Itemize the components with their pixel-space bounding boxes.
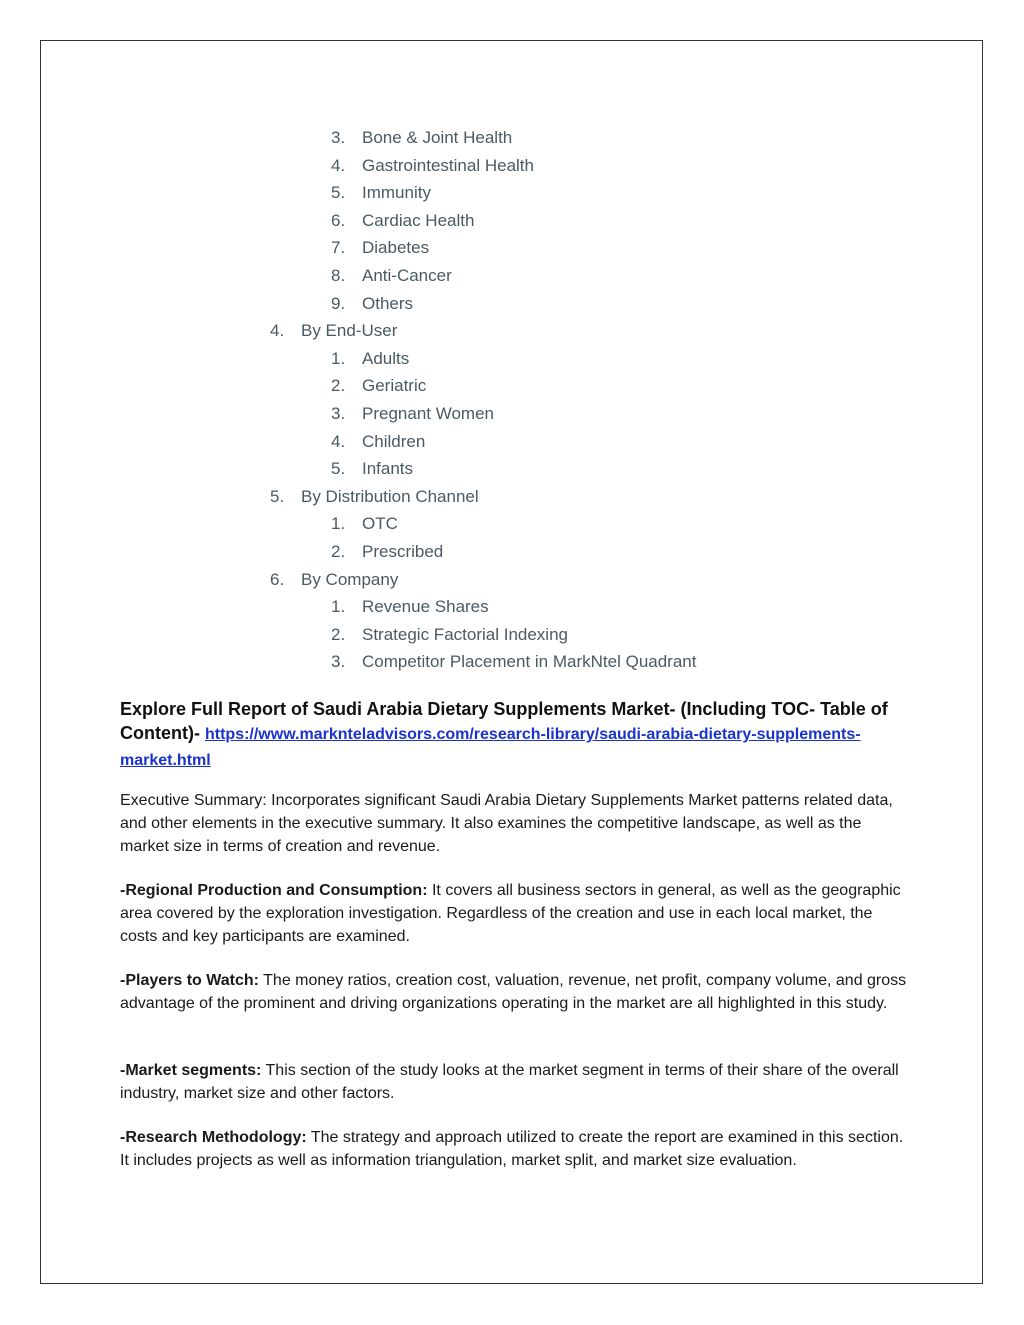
- toc-item-label: Bone & Joint Health: [362, 128, 513, 147]
- toc-item-number: 3.: [331, 652, 346, 672]
- toc-item: [331, 208, 474, 234]
- toc-item-label: Pregnant Women: [362, 404, 494, 423]
- toc-item-number: 8.: [331, 266, 346, 285]
- toc-item: [331, 539, 443, 565]
- toc-item: [331, 649, 696, 675]
- toc-item: [331, 511, 398, 537]
- toc-item-number: 2.: [331, 542, 346, 561]
- toc-item: [331, 153, 534, 179]
- players-section: [120, 969, 910, 1015]
- toc-item-number: 4.: [331, 155, 346, 175]
- toc-item-number: 2.: [331, 624, 346, 644]
- toc-item: [270, 484, 479, 510]
- toc-item: [331, 180, 431, 206]
- toc-item-number: 4.: [270, 321, 285, 341]
- toc-item-label: Anti-Cancer: [362, 266, 452, 285]
- toc-item-label: Cardiac Health: [362, 210, 475, 230]
- toc-item: [331, 456, 413, 482]
- toc-item-label: Infants: [362, 459, 414, 479]
- report-link[interactable]: https://www.marknteladvisors.com/research-library/saudi-arabia-dietary-supplements-market.html: [120, 726, 861, 769]
- toc-item-label: Strategic Factorial Indexing: [362, 624, 568, 644]
- toc-item: [331, 125, 512, 151]
- section-text: Executive Summary: Incorporates significant Saudi Arabia Dietary Supplements Market patterns related data, and other elements in the executive summary. It also examines the competitive landscape, as well as the market size in terms of creation and revenue.: [120, 792, 893, 855]
- toc-item: [270, 567, 398, 593]
- toc-item-label: By Company: [301, 569, 399, 589]
- toc-item-label: Adults: [362, 348, 410, 368]
- section-title: -Regional Production and Consumption:: [120, 882, 428, 899]
- research-methodology-section: [120, 1126, 910, 1172]
- toc-item-number: 1.: [331, 597, 346, 617]
- toc-item-number: 4.: [331, 431, 346, 451]
- section-text: The strategy and approach utilized to create the report are examined in this section. It includes projects as well as information triangulation, market split, and market size evaluation.: [120, 1129, 904, 1169]
- toc-item: [331, 235, 429, 261]
- section-title: -Research Methodology:: [120, 1129, 307, 1146]
- toc-item-label: Geriatric: [362, 376, 427, 396]
- toc-item-number: 3.: [331, 128, 346, 147]
- toc-item-label: Others: [362, 293, 414, 313]
- toc-item-label: OTC: [362, 514, 398, 534]
- regional-production-section: [120, 879, 910, 948]
- toc-item-number: 7.: [331, 238, 346, 258]
- toc-item-label: Diabetes: [362, 238, 430, 258]
- section-text: It covers all business sectors in general, as well as the geographic area covered by the exploration investigation. Regardless of the creation and use in each local market, the costs and key participants are examined.: [120, 882, 901, 945]
- toc-item: [331, 291, 413, 317]
- toc-item: [270, 318, 397, 344]
- toc-item: [331, 373, 426, 399]
- toc-item-number: 6.: [331, 210, 346, 230]
- toc-item-number: 1.: [331, 514, 346, 534]
- explore-heading-text: Explore Full Report of Saudi Arabia Dietary Supplements Market- (Including TOC- Table of Content)-: [120, 699, 888, 743]
- section-text: This section of the study looks at the market segment in terms of their share of the overall industry, market size and other factors.: [120, 1062, 899, 1102]
- toc-item-label: Revenue Shares: [362, 597, 489, 617]
- toc-item-number: 5.: [270, 486, 285, 506]
- section-title: -Players to Watch:: [120, 972, 259, 989]
- toc-item-number: 1.: [331, 348, 346, 368]
- executive-summary: [120, 789, 910, 858]
- toc-item-number: 5.: [331, 183, 346, 203]
- toc-item: [331, 622, 568, 648]
- toc-item-number: 2.: [331, 376, 346, 396]
- toc-item: [331, 401, 494, 427]
- section-text: The money ratios, creation cost, valuation, revenue, net profit, company volume, and gross advantage of the prominent and driving organizations operating in the market are all highlighted in this study.: [120, 972, 907, 1012]
- market-segments-section: [120, 1059, 910, 1105]
- toc-item-label: By End-User: [301, 321, 398, 341]
- toc-item-label: Competitor Placement in MarkNtel Quadrant: [362, 652, 697, 672]
- explore-heading: [120, 697, 910, 773]
- section-title: -Market segments:: [120, 1062, 262, 1079]
- toc-item-number: 5.: [331, 459, 346, 479]
- toc-item-number: 3.: [331, 404, 346, 423]
- toc-item: [331, 594, 489, 620]
- toc-item-label: Gastrointestinal Health: [362, 155, 534, 175]
- toc-item-label: Prescribed: [362, 542, 444, 561]
- toc-item-label: Immunity: [362, 183, 431, 203]
- toc-item-number: 6.: [270, 569, 285, 589]
- toc-item: [331, 429, 425, 455]
- toc-item-label: Children: [362, 431, 426, 451]
- toc-item-label: By Distribution Channel: [301, 486, 479, 506]
- toc-item: [331, 346, 409, 372]
- toc-item-number: 9.: [331, 293, 346, 313]
- toc-item: [331, 263, 452, 289]
